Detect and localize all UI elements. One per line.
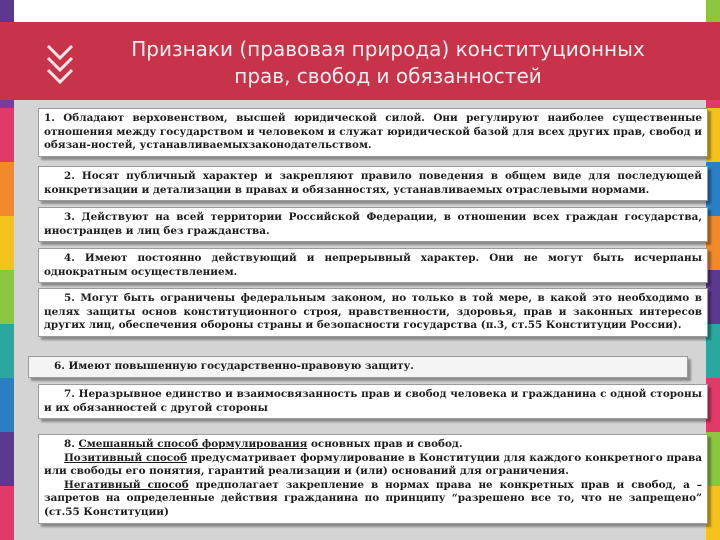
strip-segment bbox=[0, 324, 14, 378]
feature-text: 1. Обладают верховенством, высшей юридической силой. Они регулируют наиболее существенные отношения между государством и человеком и служат юридической базой для всех других прав, свобод и обязан-ностей, устанавливаемыхзаконодательством. bbox=[44, 112, 702, 152]
method-heading bbox=[44, 438, 702, 452]
method-heading-rest: основных прав и свобод. bbox=[307, 438, 463, 450]
feature-box-7 bbox=[38, 384, 708, 419]
strip-segment bbox=[706, 216, 720, 270]
strip-segment bbox=[706, 324, 720, 378]
strip-segment bbox=[706, 270, 720, 324]
method-num: 8. bbox=[64, 438, 75, 450]
strip-segment bbox=[0, 432, 14, 486]
strip-segment bbox=[706, 162, 720, 216]
method-heading-underlined: Смешанный способ формулирования bbox=[78, 438, 308, 450]
slide-title-line-1: Признаки (правовая природа) конституционных bbox=[131, 37, 645, 61]
feature-box-5 bbox=[38, 288, 708, 337]
slide-header bbox=[0, 22, 720, 100]
positive-method bbox=[44, 452, 702, 479]
strip-segment bbox=[0, 162, 14, 216]
feature-box-6 bbox=[28, 356, 688, 378]
negative-method-text: предполагает закрепление в нормах права не конкретных прав и свобод, а – запретов на определенные действия гражданина по принципу “разрешено все то, что не запрещено” (ст.55 Конституции) bbox=[44, 478, 702, 518]
slide-title bbox=[96, 36, 680, 90]
strip-segment bbox=[0, 270, 14, 324]
strip-segment bbox=[0, 216, 14, 270]
feature-box-1 bbox=[38, 108, 708, 157]
feature-box-4 bbox=[38, 248, 708, 283]
negative-method-label: Негативный способ bbox=[64, 478, 189, 491]
strip-segment bbox=[706, 486, 720, 540]
feature-text: 5. Могут быть ограничены федеральным законом, но только в той мере, в какой это необходимо в целях защиты основ конституционного строя, нравственности, здоровья, прав и законных интересов других лиц, обеспечения обороны страны и безопасности государства (п.3, ст.55 Конституции России). bbox=[44, 292, 702, 332]
feature-text: 2. Носят публичный характер и закрепляют правило поведения в общем виде для последующей конкретизации и детализации в правах и обязанностях, устанавливаемых отраслевыми нормами. bbox=[44, 170, 702, 196]
slide-title-line-2: прав, свобод и обязанностей bbox=[234, 64, 542, 88]
method-box bbox=[38, 434, 708, 524]
negative-method bbox=[44, 479, 702, 520]
strip-segment bbox=[0, 108, 14, 162]
strip-segment bbox=[706, 108, 720, 162]
feature-text: 3. Действуют на всей территории Российской Федерации, в отношении всех граждан государства, иностранцев и лиц без гражданства. bbox=[44, 211, 702, 237]
positive-method-label: Позитивный способ bbox=[64, 451, 187, 464]
feature-text: 6. Имеют повышенную государственно-правовую защиту. bbox=[54, 360, 414, 372]
strip-segment bbox=[0, 378, 14, 432]
content-panel bbox=[14, 100, 706, 540]
double-chevron-down-icon bbox=[44, 40, 76, 84]
feature-box-3 bbox=[38, 207, 708, 242]
feature-text: 4. Имеют постоянно действующий и непрерывный характер. Они не могут быть исчерпаны однократным осуществлением. bbox=[44, 252, 702, 278]
feature-box-2 bbox=[38, 166, 708, 201]
strip-segment bbox=[706, 378, 720, 432]
strip-segment bbox=[0, 486, 14, 540]
positive-method-text: предусматривает формулирование в Конституции для каждого конкретного права или свободы его понятия, гарантий реализации и (или) оснований для ограничения. bbox=[44, 451, 702, 478]
strip-segment bbox=[706, 432, 720, 486]
feature-text: 7. Неразрывное единство и взаимосвязанность прав и свобод человека и гражданина с одной стороны и их обязанностей с другой стороны bbox=[44, 388, 702, 414]
